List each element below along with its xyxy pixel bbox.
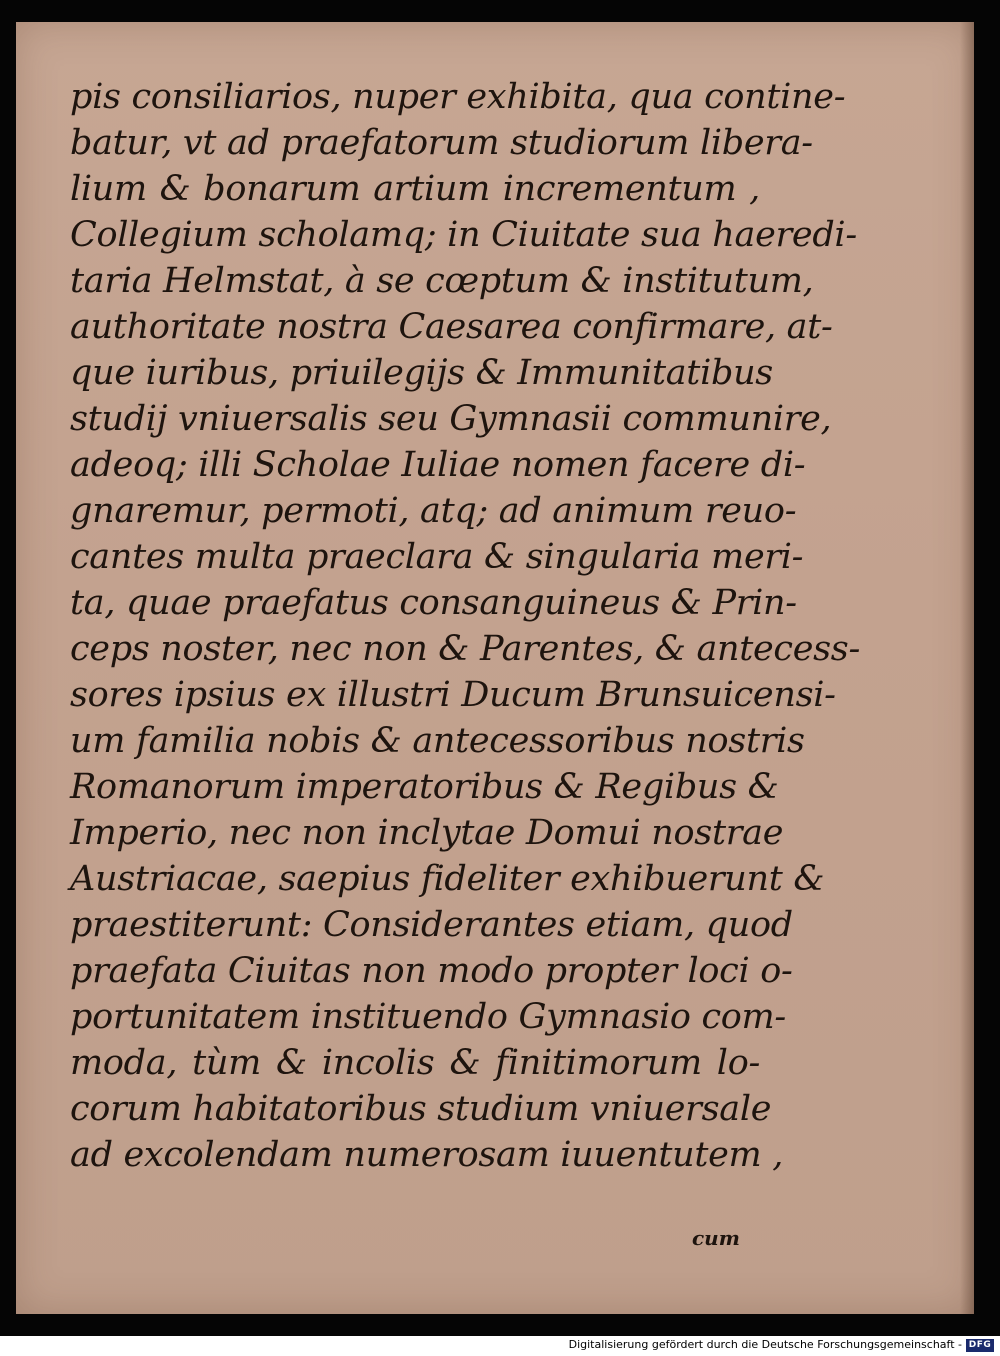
page-edge-shadow xyxy=(960,22,974,1314)
funding-credit: Digitalisierung gefördert durch die Deutsche Forschungsgemeinschaft - xyxy=(568,1338,962,1351)
text-line: Austriacae, saepius fideliter exhibuerunt & xyxy=(70,859,825,899)
dfg-logo: DFG xyxy=(966,1339,994,1352)
text-line: gnaremur, permoti, atq; ad animum reuo- xyxy=(70,491,797,531)
text-line: ad excolendam numerosam iuuentutem , xyxy=(70,1135,784,1175)
footer-bar xyxy=(0,1336,1000,1356)
text-line: praestiterunt: Considerantes etiam, quod xyxy=(70,905,793,945)
text-line: taria Helmstat, à se cœptum & institutum, xyxy=(70,261,814,301)
text-line: um familia nobis & antecessoribus nostris xyxy=(70,721,805,761)
text-line: batur, vt ad praefatorum studiorum libera- xyxy=(70,123,813,163)
text-line: portunitatem instituendo Gymnasio com- xyxy=(70,997,786,1037)
text-line: lium & bonarum artium incrementum , xyxy=(70,169,760,209)
text-line: cantes multa praeclara & singularia meri- xyxy=(70,537,804,577)
text-line: Romanorum imperatoribus & Regibus & xyxy=(70,767,779,807)
text-line: studij vniuersalis seu Gymnasii communire, xyxy=(70,399,832,439)
text-line: Imperio, nec non inclytae Domui nostrae xyxy=(70,813,784,853)
text-line: ceps noster, nec non & Parentes, & antecess- xyxy=(70,629,860,669)
text-line: sores ipsius ex illustri Ducum Brunsuicensi- xyxy=(70,675,836,715)
catchword: cum xyxy=(692,1226,740,1250)
text-line: authoritate nostra Caesarea confirmare, at- xyxy=(70,307,833,347)
page-text xyxy=(70,74,860,1178)
text-line: moda, tùm & incolis & finitimorum lo- xyxy=(70,1043,760,1083)
text-line: adeoq; illi Scholae Iuliae nomen facere di- xyxy=(70,445,806,485)
text-line: praefata Ciuitas non modo propter loci o- xyxy=(70,951,793,991)
text-line: pis consiliarios, nuper exhibita, qua contine- xyxy=(70,77,846,117)
text-line: corum habitatoribus studium vniuersale xyxy=(70,1089,772,1129)
text-line: ta, quae praefatus consanguineus & Prin- xyxy=(70,583,797,623)
text-line: que iuribus, priuilegijs & Immunitatibus xyxy=(70,353,773,393)
text-line: Collegium scholamq; in Ciuitate sua haeredi- xyxy=(70,215,857,255)
book-page xyxy=(16,22,974,1314)
